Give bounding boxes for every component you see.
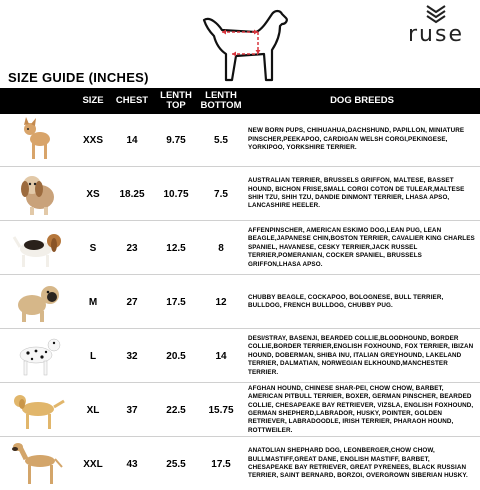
col-length-top: LENTH TOP <box>160 90 192 111</box>
size-value: M <box>88 296 98 308</box>
breeds-text <box>248 222 476 274</box>
size-value: XL <box>86 404 100 416</box>
size-value: XXS <box>82 134 103 146</box>
length-top-value: 9.75 <box>166 134 186 146</box>
row-divider <box>0 220 480 221</box>
breeds-text <box>248 438 476 490</box>
length-top-value: 12.5 <box>166 242 186 254</box>
length-top-value: 20.5 <box>166 350 186 362</box>
length-top-value: 10.75 <box>163 188 189 200</box>
page-title: SIZE GUIDE (INCHES) <box>8 70 149 85</box>
table-row <box>0 168 480 220</box>
dalmatian-image <box>10 333 66 379</box>
row-divider <box>0 274 480 275</box>
chest-value: 27 <box>126 296 138 308</box>
table-row <box>0 114 480 166</box>
col-chest: CHEST <box>115 95 149 106</box>
row-divider <box>0 436 480 437</box>
col-breeds: DOG BREEDS <box>330 95 394 106</box>
table-header <box>0 88 480 114</box>
golden-retriever-image <box>10 387 66 433</box>
chihuahua-image <box>10 117 66 163</box>
beagle-image <box>10 225 66 271</box>
breeds-list: NEW BORN PUPS, CHIHUAHUA,DACHSHUND, PAPILLON, MINIATURE PINSCHER,PEEKAPOO, CARDIGAN WELSH CORGI,PEKINGESE, YORKIPOO, YORKSHIRE TERRIER. <box>248 127 465 152</box>
breeds-text <box>248 114 476 166</box>
row-divider <box>0 382 480 383</box>
chest-value: 23 <box>126 242 138 254</box>
chest-value: 14 <box>126 134 138 146</box>
chest-value: 37 <box>126 404 138 416</box>
table-row <box>0 384 480 436</box>
length-bottom-value: 8 <box>218 242 224 254</box>
chest-value: 32 <box>126 350 138 362</box>
header <box>0 0 480 88</box>
length-bottom-value: 5.5 <box>214 134 228 146</box>
dog-measurement-diagram <box>196 2 298 86</box>
breeds-list: ANATOLIAN SHEPHARD DOG, LEONBERGER,CHOW CHOW, BULLMASTIFF,GREAT DANE, ENGLISH MASTIFF, BARBET, CHESAPEAKE BAY RETRIEVER, GREAT PYRENEES, BLACK RUSSIAN TERRIER, SAINT BERNARD, BORZOI, OVERGROWN SIBERIAN HUSKY. <box>248 447 468 480</box>
length-bottom-value: 17.5 <box>211 458 231 470</box>
row-divider <box>0 328 480 329</box>
chest-value: 18.25 <box>119 188 145 200</box>
size-value: S <box>89 242 97 254</box>
pug-image <box>10 279 66 325</box>
breeds-text <box>248 330 476 382</box>
length-top-value: 22.5 <box>166 404 186 416</box>
size-value: XS <box>86 188 100 200</box>
chest-value: 43 <box>126 458 138 470</box>
length-bottom-value: 12 <box>215 296 227 308</box>
breeds-text <box>248 384 476 436</box>
breeds-list: AUSTRALIAN TERRIER, BRUSSELS GRIFFON, MALTESE, BASSET HOUND, BICHON FRISE,SMALL CORGI COTON DE TULEAR,MALTESE SHIH TZU, SHIH TZU, DANDIE DINMONT TERRIER, LHASA APSO, LANCASHIRE HEELER. <box>248 177 465 210</box>
chevron-stack-icon <box>425 4 447 24</box>
col-size: SIZE <box>82 95 104 106</box>
table-row <box>0 276 480 328</box>
size-value: XXL <box>83 458 103 470</box>
breeds-text <box>248 168 476 220</box>
brand-name: ruse <box>408 22 464 47</box>
length-bottom-value: 7.5 <box>214 188 228 200</box>
length-bottom-value: 14 <box>215 350 227 362</box>
breeds-list: AFFENPINSCHER, AMERICAN ESKIMO DOG,LEAN PUG, LEAN BEAGLE,JAPANESE CHIN,BOSTON TERRIER, CAVALIER KING CHARLES SPANIEL, HAVANESE, CESKY TERRIER,JACK RUSSEL TERRIER,POMERANIAN, COCKER SPANIEL, BRUSSELS GRIFFON,LHASA APSO. <box>248 226 475 268</box>
breeds-text <box>248 276 476 328</box>
col-length-bottom: LENTH BOTTOM <box>200 90 242 111</box>
row-divider <box>0 166 480 167</box>
table-row <box>0 222 480 274</box>
table-row <box>0 330 480 382</box>
breeds-list: AFGHAN HOUND, CHINESE SHAR-PEI, CHOW CHOW, BARBET, AMERICAN PITBULL TERRIER, BOXER, GERMAN PINSCHER, BEARDED COLLIE, CHESAPEAKE BAY RETRIEVER, VIZSLA, ENGLISH FOXHOUND, GERMAN SHEPHERD,LABRADOR, HUSKY, POINTER, GOLDEN RETRIEVER, LABRADOODLE, IRISH TERRIER, PHARAOH HOUND, ROTTWEILER. <box>248 384 474 434</box>
brand-logo <box>406 4 466 46</box>
length-top-value: 25.5 <box>166 458 186 470</box>
breeds-list: DESI/STRAY, BASENJI, BEARDED COLLIE,BLOODHOUND, BORDER COLLIE,BORDER TERRIER,ENGLISH FOXHOUND, FOX TERRIER, IBIZAN HOUND, DOBERMAN, SHIBA INU, ITALIAN GREYHOUND, LAKELAND TERRIER, DALMATIAN, NORWEGIAN ELKHOUND,MANCHESTER TERRIER. <box>248 334 474 376</box>
length-bottom-value: 15.75 <box>208 404 234 416</box>
length-top-value: 17.5 <box>166 296 186 308</box>
shih-tzu-image <box>10 171 66 217</box>
table-row <box>0 438 480 490</box>
great-dane-image <box>10 441 66 487</box>
size-value: L <box>89 350 97 362</box>
breeds-list: CHUBBY BEAGLE, COCKAPOO, BOLOGNESE, BULL TERRIER, BULLDOG, FRENCH BULLDOG, CHUBBY PUG. <box>248 293 444 309</box>
